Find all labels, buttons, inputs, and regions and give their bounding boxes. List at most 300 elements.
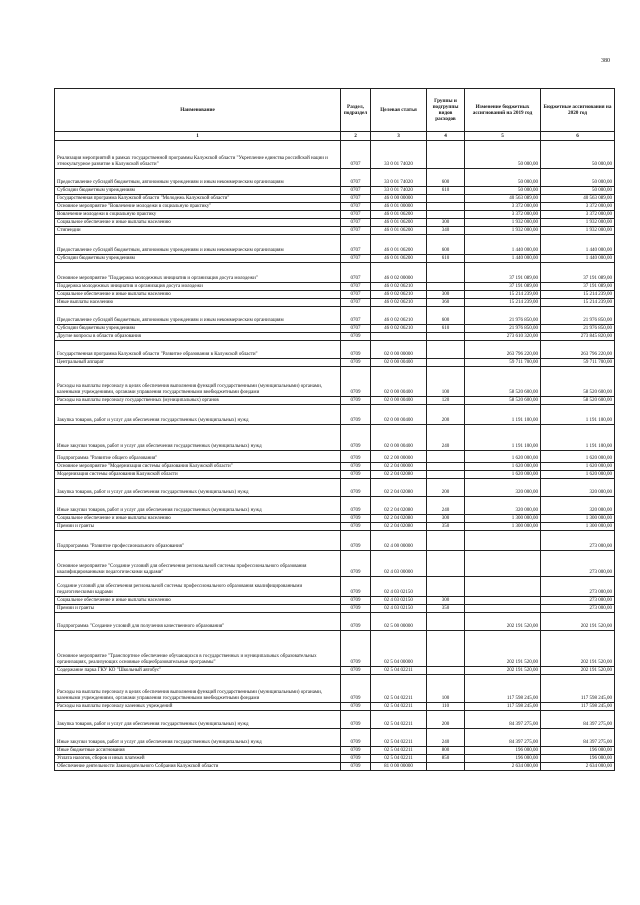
row-expense-group <box>427 531 465 551</box>
row-expense-group <box>427 263 465 283</box>
table-row <box>55 515 615 523</box>
row-expense-group <box>427 631 465 667</box>
row-alloc-2020: 84 397 275,00 <box>541 729 615 747</box>
row-article-code: 46 0 02 00000 <box>371 263 427 283</box>
row-section-code: 0709 <box>341 577 371 597</box>
row-name: Иные бюджетные ассигнования <box>55 747 341 755</box>
row-article-code: 02 5 04 02211 <box>371 729 427 747</box>
row-name: Социальное обеспечение и иные выплаты населению <box>55 291 341 299</box>
row-expense-group: 600 <box>427 235 465 255</box>
row-alloc-2020: 1 620 000,00 <box>541 463 615 471</box>
row-section-code: 0707 <box>341 283 371 291</box>
row-section-code: 0709 <box>341 425 371 451</box>
row-section-code: 0707 <box>341 227 371 235</box>
row-expense-group: 240 <box>427 425 465 451</box>
row-alloc-2020: 1 300 000,00 <box>541 515 615 523</box>
row-name: Расходы на выплаты персоналу в целях обеспечения выполнения функций государственными (муниципальными) органами, казенными учреждениями, органами управления государственными внебюджетными фондами <box>55 367 341 397</box>
row-change-2019: 1 191 100,00 <box>465 405 541 425</box>
table-row <box>55 307 615 325</box>
row-alloc-2020: 15 214 239,00 <box>541 291 615 299</box>
row-name: Премии и гранты <box>55 523 341 531</box>
row-change-2019: 1 440 000,00 <box>465 255 541 263</box>
row-expense-group <box>427 463 465 471</box>
row-article-code: 46 0 02 06210 <box>371 283 427 291</box>
row-section-code: 0707 <box>341 263 371 283</box>
row-expense-group: 850 <box>427 755 465 763</box>
row-article-code: 02 2 00 00000 <box>371 451 427 463</box>
table-row <box>55 263 615 283</box>
row-section-code: 0709 <box>341 711 371 729</box>
row-section-code: 0707 <box>341 169 371 187</box>
row-name: Государственная программа Калужской области "Молодежь Калужской области" <box>55 195 341 203</box>
row-alloc-2020: 1 440 000,00 <box>541 235 615 255</box>
row-section-code: 0707 <box>341 141 371 169</box>
row-change-2019: 1 440 000,00 <box>465 235 541 255</box>
row-section-code: 0709 <box>341 367 371 397</box>
row-name: Стипендии <box>55 227 341 235</box>
row-expense-group: 610 <box>427 255 465 263</box>
row-name: Расходы на выплаты персоналу в целях обеспечения выполнения функций государственными (муниципальными) органами, казенными учреждениями, органами управления государственными внебюджетными фондами <box>55 675 341 703</box>
row-name: Социальное обеспечение и иные выплаты населению <box>55 597 341 605</box>
row-expense-group: 300 <box>427 291 465 299</box>
row-expense-group <box>427 763 465 771</box>
row-change-2019: 1 932 000,00 <box>465 227 541 235</box>
row-section-code: 0709 <box>341 523 371 531</box>
row-name: Реализация мероприятий в рамках государственной программы Калужской области "Укрепление единства российской нации и этнокультурное развитие в Калужской области" <box>55 141 341 169</box>
row-expense-group: 120 <box>427 397 465 405</box>
table-row <box>55 425 615 451</box>
row-expense-group <box>427 195 465 203</box>
row-expense-group: 100 <box>427 675 465 703</box>
row-change-2019: 37 191 089,00 <box>465 263 541 283</box>
row-article-code: 02 4 03 02150 <box>371 577 427 597</box>
row-article-code: 46 0 01 06200 <box>371 255 427 263</box>
row-article-code: 46 0 00 00000 <box>371 195 427 203</box>
row-article-code: 46 0 02 06210 <box>371 325 427 333</box>
row-alloc-2020: 273 000,00 <box>541 597 615 605</box>
row-name: Поддержка молодежных инициатив и организация досуга молодежи <box>55 283 341 291</box>
row-change-2019: 1 932 000,00 <box>465 219 541 227</box>
row-change-2019: 40 563 089,00 <box>465 195 541 203</box>
table-row <box>55 755 615 763</box>
row-expense-group <box>427 551 465 577</box>
table-row <box>55 523 615 531</box>
column-number: 4 <box>427 132 465 141</box>
row-name: Обеспечение деятельности Законодательного Собрания Калужской области <box>55 763 341 771</box>
row-article-code: 02 2 04 02080 <box>371 515 427 523</box>
row-alloc-2020: 202 191 520,00 <box>541 667 615 675</box>
row-name: Закупка товаров, работ и услуг для обеспечения государственных (муниципальных) нужд <box>55 479 341 497</box>
row-change-2019: 21 976 850,00 <box>465 307 541 325</box>
row-expense-group: 200 <box>427 711 465 729</box>
row-change-2019: 202 191 520,00 <box>465 613 541 631</box>
row-section-code: 0707 <box>341 195 371 203</box>
row-article-code: 02 4 03 02150 <box>371 605 427 613</box>
row-change-2019: 263 796 220,00 <box>465 341 541 359</box>
table-row <box>55 631 615 667</box>
row-section-code: 0709 <box>341 605 371 613</box>
row-section-code: 0709 <box>341 703 371 711</box>
row-alloc-2020: 37 191 089,00 <box>541 263 615 283</box>
row-name: Субсидии бюджетным учреждениям <box>55 187 341 195</box>
row-name: Социальное обеспечение и иные выплаты населению <box>55 219 341 227</box>
row-name: Закупка товаров, работ и услуг для обеспечения государственных (муниципальных) нужд <box>55 711 341 729</box>
table-row <box>55 195 615 203</box>
table-row <box>55 359 615 367</box>
table-row <box>55 675 615 703</box>
row-article-code: 02 5 04 02211 <box>371 711 427 729</box>
row-name: Основное мероприятие "Вовлечение молодежи в социальную практику" <box>55 203 341 211</box>
table-row <box>55 169 615 187</box>
row-expense-group: 800 <box>427 747 465 755</box>
table-row <box>55 291 615 299</box>
row-article-code: 46 0 01 06200 <box>371 211 427 219</box>
table-row <box>55 497 615 515</box>
table-row <box>55 605 615 613</box>
table-row <box>55 597 615 605</box>
row-name: Основное мероприятие "Создание условий для обеспечения региональной системы профессионального образования квалифицированными педагогическими кадрами" <box>55 551 341 577</box>
row-section-code: 0709 <box>341 675 371 703</box>
row-alloc-2020: 202 191 520,00 <box>541 613 615 631</box>
row-name: Содержание парка ГКУ КО "Школьный автобус" <box>55 667 341 675</box>
row-article-code: 02 5 04 02211 <box>371 747 427 755</box>
row-article-code: 02 5 04 02211 <box>371 667 427 675</box>
row-change-2019: 84 397 275,00 <box>465 729 541 747</box>
row-alloc-2020: 117 598 245,00 <box>541 675 615 703</box>
row-section-code: 0707 <box>341 219 371 227</box>
row-change-2019: 3 372 000,00 <box>465 203 541 211</box>
row-article-code: 46 0 01 06200 <box>371 219 427 227</box>
row-alloc-2020: 50 000,00 <box>541 141 615 169</box>
row-name: Центральный аппарат <box>55 359 341 367</box>
row-section-code: 0709 <box>341 463 371 471</box>
row-section-code: 0707 <box>341 203 371 211</box>
row-change-2019: 15 214 239,00 <box>465 291 541 299</box>
table-header-row <box>55 89 615 132</box>
row-expense-group: 300 <box>427 219 465 227</box>
row-article-code: 02 0 00 00400 <box>371 425 427 451</box>
row-change-2019: 117 598 245,00 <box>465 703 541 711</box>
row-alloc-2020: 58 520 600,00 <box>541 397 615 405</box>
row-alloc-2020: 273 000,00 <box>541 551 615 577</box>
header-section: Раздел, подраздел <box>341 89 371 132</box>
row-change-2019: 202 191 520,00 <box>465 667 541 675</box>
table-row <box>55 219 615 227</box>
header-article: Целевая статья <box>371 89 427 132</box>
table-row <box>55 763 615 771</box>
row-expense-group <box>427 667 465 675</box>
row-section-code: 0709 <box>341 451 371 463</box>
table-row <box>55 711 615 729</box>
row-article-code: 02 5 04 02211 <box>371 755 427 763</box>
row-section-code: 0707 <box>341 291 371 299</box>
row-name: Предоставление субсидий бюджетным, автономным учреждениям и иным некоммерческим организациям <box>55 307 341 325</box>
row-article-code: 33 0 01 74020 <box>371 141 427 169</box>
row-alloc-2020: 3 372 000,00 <box>541 211 615 219</box>
table-row <box>55 211 615 219</box>
row-change-2019: 1 620 000,00 <box>465 471 541 479</box>
header-alloc-2020: Бюджетные ассигнования на 2020 год <box>541 89 615 132</box>
row-alloc-2020: 1 191 100,00 <box>541 425 615 451</box>
row-name: Закупка товаров, работ и услуг для обеспечения государственных (муниципальных) нужд <box>55 405 341 425</box>
row-name: Создание условий для обеспечения региональной системы профессионального образования квалифицированными педагогическими кадрами <box>55 577 341 597</box>
row-alloc-2020: 273 000,00 <box>541 531 615 551</box>
table-row <box>55 141 615 169</box>
row-expense-group <box>427 471 465 479</box>
row-change-2019: 15 214 239,00 <box>465 299 541 307</box>
row-section-code: 0709 <box>341 763 371 771</box>
row-expense-group: 350 <box>427 523 465 531</box>
row-change-2019: 320 000,00 <box>465 479 541 497</box>
row-change-2019: 37 191 089,00 <box>465 283 541 291</box>
row-expense-group: 240 <box>427 497 465 515</box>
column-number: 2 <box>341 132 371 141</box>
row-article-code: 02 0 00 00400 <box>371 367 427 397</box>
row-change-2019 <box>465 577 541 597</box>
row-change-2019: 320 000,00 <box>465 497 541 515</box>
table-row <box>55 341 615 359</box>
row-name: Подпрограмма "Развитие общего образования" <box>55 451 341 463</box>
row-article-code: 33 0 01 74020 <box>371 187 427 195</box>
row-change-2019: 2 634 000,00 <box>465 763 541 771</box>
row-change-2019: 21 976 850,00 <box>465 325 541 333</box>
row-section-code: 0709 <box>341 497 371 515</box>
row-change-2019 <box>465 605 541 613</box>
row-section-code: 0709 <box>341 747 371 755</box>
row-alloc-2020: 84 397 275,00 <box>541 711 615 729</box>
row-expense-group <box>427 451 465 463</box>
table-row <box>55 747 615 755</box>
row-alloc-2020: 1 191 100,00 <box>541 405 615 425</box>
row-alloc-2020: 1 300 000,00 <box>541 523 615 531</box>
row-expense-group: 350 <box>427 605 465 613</box>
row-section-code: 0707 <box>341 235 371 255</box>
row-expense-group: 300 <box>427 515 465 523</box>
row-expense-group: 600 <box>427 169 465 187</box>
row-change-2019: 58 520 600,00 <box>465 367 541 397</box>
row-expense-group <box>427 359 465 367</box>
row-alloc-2020: 3 372 000,00 <box>541 203 615 211</box>
row-article-code: 02 4 03 02150 <box>371 597 427 605</box>
row-alloc-2020: 40 563 089,00 <box>541 195 615 203</box>
row-name: Вовлечение молодежи в социальную практику <box>55 211 341 219</box>
row-article-code: 46 0 01 06200 <box>371 227 427 235</box>
table-row <box>55 729 615 747</box>
row-alloc-2020: 15 214 239,00 <box>541 299 615 307</box>
row-section-code: 0709 <box>341 515 371 523</box>
row-change-2019 <box>465 531 541 551</box>
row-change-2019 <box>465 597 541 605</box>
row-alloc-2020: 320 000,00 <box>541 497 615 515</box>
header-change-2019: Изменение бюджетных ассигнований на 2019 год <box>465 89 541 132</box>
row-name: Предоставление субсидий бюджетным, автономным учреждениям и иным некоммерческим организациям <box>55 169 341 187</box>
row-section-code: 0707 <box>341 307 371 325</box>
row-section-code: 0709 <box>341 551 371 577</box>
row-alloc-2020: 50 000,00 <box>541 169 615 187</box>
row-change-2019: 1 191 100,00 <box>465 425 541 451</box>
column-number: 5 <box>465 132 541 141</box>
row-alloc-2020: 196 000,00 <box>541 755 615 763</box>
row-name: Подпрограмма "Создание условий для получения качественного образования" <box>55 613 341 631</box>
table-row <box>55 471 615 479</box>
row-section-code: 0709 <box>341 755 371 763</box>
row-alloc-2020: 21 976 850,00 <box>541 307 615 325</box>
row-section-code: 0709 <box>341 405 371 425</box>
table-row <box>55 283 615 291</box>
row-expense-group <box>427 283 465 291</box>
row-section-code: 0709 <box>341 341 371 359</box>
row-article-code: 02 4 00 00000 <box>371 531 427 551</box>
row-section-code: 0709 <box>341 631 371 667</box>
row-alloc-2020: 1 932 000,00 <box>541 219 615 227</box>
table-row <box>55 551 615 577</box>
row-alloc-2020: 196 000,00 <box>541 747 615 755</box>
row-alloc-2020: 1 440 000,00 <box>541 255 615 263</box>
row-change-2019: 196 000,00 <box>465 747 541 755</box>
row-expense-group <box>427 203 465 211</box>
row-section-code: 0709 <box>341 729 371 747</box>
table-row <box>55 667 615 675</box>
table-body <box>55 141 615 771</box>
header-group: Группы и подгруппы видов расходов <box>427 89 465 132</box>
row-article-code: 02 5 04 02211 <box>371 703 427 711</box>
row-article-code: 46 0 02 06210 <box>371 307 427 325</box>
row-article-code: 02 0 00 00000 <box>371 341 427 359</box>
row-change-2019: 50 000,00 <box>465 187 541 195</box>
row-expense-group: 100 <box>427 367 465 397</box>
row-name: Субсидии бюджетным учреждениям <box>55 325 341 333</box>
table-row <box>55 299 615 307</box>
row-article-code: 81 0 00 00000 <box>371 763 427 771</box>
column-number: 1 <box>55 132 341 141</box>
row-article-code: 02 4 03 00000 <box>371 551 427 577</box>
table-row <box>55 405 615 425</box>
row-section-code: 0709 <box>341 333 371 341</box>
row-article-code: 02 0 00 00400 <box>371 397 427 405</box>
row-change-2019: 1 620 000,00 <box>465 463 541 471</box>
row-name: Иные закупки товаров, работ и услуг для обеспечения государственных (муниципальных) нужд <box>55 425 341 451</box>
table-row <box>55 463 615 471</box>
row-section-code: 0709 <box>341 597 371 605</box>
row-article-code: 02 0 00 00400 <box>371 405 427 425</box>
row-name: Модернизация системы образования Калужской области <box>55 471 341 479</box>
column-number: 6 <box>541 132 615 141</box>
row-article-code: 02 5 04 02211 <box>371 675 427 703</box>
row-name: Субсидии бюджетным учреждениям <box>55 255 341 263</box>
row-article-code: 02 2 04 02080 <box>371 523 427 531</box>
row-alloc-2020: 273 000,00 <box>541 577 615 597</box>
row-alloc-2020: 117 598 245,00 <box>541 703 615 711</box>
row-change-2019: 196 000,00 <box>465 755 541 763</box>
row-expense-group <box>427 613 465 631</box>
row-expense-group: 200 <box>427 405 465 425</box>
row-article-code: 02 0 00 00400 <box>371 359 427 367</box>
row-expense-group <box>427 577 465 597</box>
row-change-2019: 3 372 000,00 <box>465 211 541 219</box>
row-change-2019: 50 000,00 <box>465 169 541 187</box>
table-row <box>55 577 615 597</box>
table-row <box>55 187 615 195</box>
row-name: Премии и гранты <box>55 605 341 613</box>
table-row <box>55 451 615 463</box>
row-name: Уплата налогов, сборов и иных платежей <box>55 755 341 763</box>
row-name: Основное мероприятие "Поддержка молодежных инициатив и организация досуга молодежи" <box>55 263 341 283</box>
row-expense-group: 300 <box>427 597 465 605</box>
row-article-code: 02 2 04 02080 <box>371 471 427 479</box>
row-article-code: 46 0 02 06210 <box>371 291 427 299</box>
row-name: Другие вопросы в области образования <box>55 333 341 341</box>
row-article-code: 02 2 04 02080 <box>371 479 427 497</box>
row-name: Иные закупки товаров, работ и услуг для обеспечения государственных (муниципальных) нужд <box>55 729 341 747</box>
row-change-2019: 202 191 520,00 <box>465 631 541 667</box>
row-alloc-2020: 50 000,00 <box>541 187 615 195</box>
row-alloc-2020: 263 796 220,00 <box>541 341 615 359</box>
row-expense-group: 610 <box>427 187 465 195</box>
row-section-code: 0709 <box>341 359 371 367</box>
row-expense-group <box>427 333 465 341</box>
table-row <box>55 255 615 263</box>
row-alloc-2020: 1 932 000,00 <box>541 227 615 235</box>
row-change-2019: 1 300 000,00 <box>465 515 541 523</box>
row-expense-group <box>427 141 465 169</box>
table-row <box>55 703 615 711</box>
table-row <box>55 479 615 497</box>
table-row <box>55 397 615 405</box>
row-alloc-2020: 273 845 820,00 <box>541 333 615 341</box>
table-row <box>55 325 615 333</box>
row-article-code: 46 0 01 06200 <box>371 235 427 255</box>
row-alloc-2020: 58 520 600,00 <box>541 367 615 397</box>
row-expense-group: 340 <box>427 227 465 235</box>
row-section-code: 0709 <box>341 471 371 479</box>
header-name: Наименование <box>55 89 341 132</box>
row-section-code: 0707 <box>341 255 371 263</box>
row-name: Подпрограмма "Развитие профессионального образования" <box>55 531 341 551</box>
row-section-code: 0707 <box>341 187 371 195</box>
row-alloc-2020: 1 620 000,00 <box>541 451 615 463</box>
row-name: Социальное обеспечение и иные выплаты населению <box>55 515 341 523</box>
budget-table <box>54 88 615 771</box>
row-change-2019: 117 598 245,00 <box>465 675 541 703</box>
row-name: Основное мероприятие "Транспортное обеспечение обучающихся в государственных и муниципальных образовательных организациях, реализующих основные общеобразовательные программы" <box>55 631 341 667</box>
row-article-code: 46 0 01 00000 <box>371 203 427 211</box>
row-name: Иные выплаты населению <box>55 299 341 307</box>
row-article-code: 02 5 04 00000 <box>371 631 427 667</box>
row-expense-group: 600 <box>427 307 465 325</box>
row-article-code: 33 0 01 74020 <box>371 169 427 187</box>
row-name: Иные закупки товаров, работ и услуг для обеспечения государственных (муниципальных) нужд <box>55 497 341 515</box>
row-article-code: 46 0 02 06210 <box>371 299 427 307</box>
row-alloc-2020: 59 711 700,00 <box>541 359 615 367</box>
row-alloc-2020: 37 191 089,00 <box>541 283 615 291</box>
row-name: Основное мероприятие "Модернизация системы образования Калужской области" <box>55 463 341 471</box>
table-row <box>55 367 615 397</box>
row-expense-group <box>427 211 465 219</box>
row-expense-group <box>427 341 465 359</box>
page-number: 380 <box>601 58 610 64</box>
row-alloc-2020: 2 634 000,00 <box>541 763 615 771</box>
row-name: Государственная программа Калужской области "Развитие образования в Калужской области" <box>55 341 341 359</box>
row-expense-group: 200 <box>427 479 465 497</box>
row-section-code: 0709 <box>341 397 371 405</box>
row-article-code <box>371 333 427 341</box>
table-row <box>55 203 615 211</box>
row-change-2019: 50 000,00 <box>465 141 541 169</box>
table-row <box>55 531 615 551</box>
table-row <box>55 235 615 255</box>
row-section-code: 0709 <box>341 613 371 631</box>
row-article-code: 02 5 00 00000 <box>371 613 427 631</box>
